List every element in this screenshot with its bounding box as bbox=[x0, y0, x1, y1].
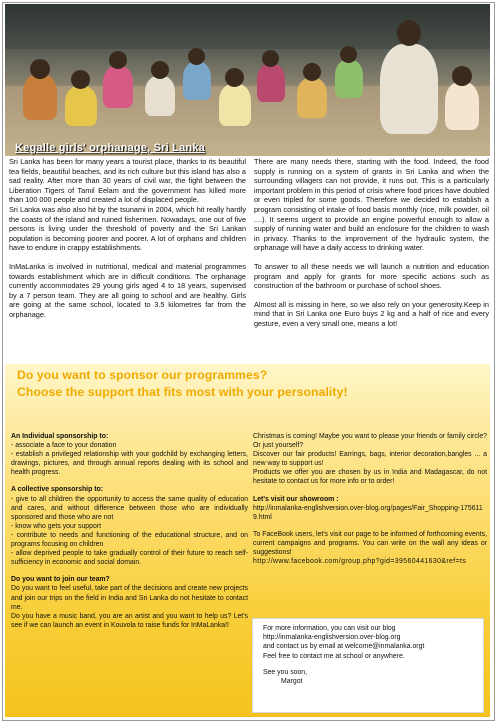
collective-sponsorship-item: - allow deprived people to take gradually control of their future to reach self-sufficiency in economic and social domain. bbox=[11, 550, 248, 567]
join-team-text: Do you have a music band, you are an artist and you want to help us? Let's see if we can launch an event in Kouvola to raise funds for InMaLanka!! bbox=[11, 612, 248, 629]
christmas-block bbox=[253, 432, 487, 487]
individual-sponsorship-item: - associate a face to your donation bbox=[11, 442, 117, 450]
photo-child bbox=[297, 78, 327, 118]
photo-adult-head bbox=[397, 20, 421, 46]
individual-sponsorship bbox=[11, 432, 248, 477]
join-team-text: Do you want to feel useful, take part of the decisions and create new projects and join our trips on the field in India and Sri Lanka do not hesitate to contact me. bbox=[11, 585, 248, 611]
christmas-text: Products we offer you are chosen by us in India and Madagascar, do not hesitate to contact us for more info or to order! bbox=[253, 469, 487, 486]
contact-line: For more information, you can visit our blog bbox=[263, 625, 396, 632]
photo-child bbox=[103, 66, 133, 108]
article-paragraph: There are many needs there, starting with the food. Indeed, the food supply is running on a system of grants in Sri Lanka and when the surrounding villagers can not provide, it runs out. This is a particularly important problem in this period of crisis where food prices have doubled or even tripled for some goods. Therefore we decided to establish a program consisting of intake of food basis monthly (rice, milk powder, oil ....). It seems urgent to provide an engine powerful enough to allow a supply of running water and build an enclosure for the children to wash in privacy. Thanks to the improvement of the hydraulic system, the orphanage will have a daily access to drinking water. bbox=[254, 157, 489, 253]
photo-caption: Kegalle girls' orphanage, Sri Lanka bbox=[15, 142, 205, 154]
facebook-text: To FaceBook users, let's visit our page to be informed of forthcoming events, current campaigns and programs. You can write on the wall any ideas or suggestions! bbox=[253, 530, 487, 557]
christmas-text: Discover our fair products! Earrings, bags, interior decoration,bangles ... a new way to support us! bbox=[253, 451, 487, 468]
showroom-link[interactable]: http://inmalanka-englishversion.over-blog.org/pages/Fair_Shopping-1756119.html bbox=[253, 504, 483, 521]
photo-child-head bbox=[151, 61, 169, 79]
photo-adult bbox=[380, 44, 438, 134]
facebook-link[interactable]: http://www.facebook.com/group.php?gid=39560441630&ref=ts bbox=[253, 558, 467, 566]
photo-child-head bbox=[262, 50, 279, 67]
closing-text: See you soon, bbox=[263, 668, 308, 676]
article-paragraph: Almost all is missing in here, so we also rely on your generosity.Keep in mind that in Sri Lanka one Euro buys 2 kg and a half of rice and every gesture, even a very small one, means a lot! bbox=[254, 299, 489, 328]
photo-child-head bbox=[303, 63, 321, 81]
collective-sponsorship-item: - know who gets your support bbox=[11, 522, 102, 530]
sponsor-left-column bbox=[11, 432, 248, 638]
photo-child-head bbox=[109, 51, 127, 69]
contact-box bbox=[252, 618, 484, 713]
signature: Margot bbox=[281, 678, 303, 686]
photo-child bbox=[145, 76, 175, 116]
article-paragraph: To answer to all these needs we will launch a nutrition and education program and apply for grants for more specific actions such as construction of the bathroom or purchase of school shoes. bbox=[254, 261, 489, 291]
photo-child bbox=[335, 60, 363, 98]
collective-sponsorship-item: - give to all children the opportunity to access the same quality of education and cares, and without difference between those who are individually sponsored and those who are not bbox=[11, 495, 248, 521]
photo-child bbox=[183, 62, 211, 100]
showroom-block bbox=[253, 495, 487, 522]
blog-link[interactable]: http://inmalanka-englishversion.over-blog.org bbox=[263, 634, 401, 642]
photo-child-head bbox=[30, 59, 50, 79]
photo-child-head bbox=[71, 70, 90, 89]
facebook-block bbox=[253, 530, 487, 566]
photo-child bbox=[219, 84, 251, 126]
showroom-title: Let's visit our showroom : bbox=[253, 495, 339, 503]
article-paragraph: Sri Lanka was also also hit by the tsunami in 2004, which hit really hardly the coasts of the island and ruined fishermen. Nowadays, one out of five persons is living under the threshold of poverty and the Sri Lankan population is becoming poorer and poorer. A lot of orphans and children have to endure in crappy establishments. bbox=[9, 204, 246, 253]
collective-sponsorship-title: A collective sponsorship to: bbox=[11, 486, 104, 494]
photo-child bbox=[23, 74, 57, 120]
photo-child-head bbox=[225, 68, 244, 87]
photo-child-head bbox=[340, 46, 357, 63]
photo-child bbox=[445, 82, 479, 130]
article-paragraph: InMaLanka is involved in nutritional, medical and material programmes towards establishment which are in difficult conditions. The orphanage currently accommodates 29 young girls aged 4 to 18 years, supervised by a 7 person team. They are all going to school and are healthy. Girls are going at the same school, located to 3.5 kilometres far from the orphanage. bbox=[9, 261, 246, 319]
photo-child-head bbox=[452, 66, 472, 86]
individual-sponsorship-title: An Individual sponsorship to: bbox=[11, 433, 109, 440]
article-right-column bbox=[254, 157, 489, 338]
article-left-column bbox=[9, 157, 246, 329]
join-team bbox=[11, 575, 248, 630]
sponsor-right-column bbox=[253, 432, 487, 574]
photo-child bbox=[257, 64, 285, 102]
orphanage-photo bbox=[5, 4, 490, 156]
christmas-text: Christmas is coming! Maybe you want to please your friends or family circle? Or just yourself? bbox=[253, 433, 487, 450]
photo-child bbox=[65, 86, 97, 126]
sponsor-subheading: Choose the support that fits most with your personality! bbox=[17, 385, 348, 399]
individual-sponsorship-item: - establish a privileged relationship with your godchild by exchanging letters, drawings, pictures, and through annual reports dealing with its school and health progress. bbox=[11, 451, 248, 477]
join-team-title: Do you want to join our team? bbox=[11, 576, 110, 584]
contact-line: Feel free to contact me at school or anywhere. bbox=[263, 652, 405, 660]
sponsor-heading: Do you want to sponsor our programmes? bbox=[17, 368, 268, 382]
photo-child-head bbox=[188, 48, 205, 65]
collective-sponsorship bbox=[11, 485, 248, 567]
email-line[interactable]: and contact us by email at welcome@inmalanka.orgt bbox=[263, 643, 425, 651]
article-paragraph: Sri Lanka has been for many years a tourist place, thanks to its beautiful tea fields, beautiful beaches, and its rich culture but this island has also a sad reality. After more than 30 years of civil war, the fight between the Liberation Tigers of Tamil Eelam and the government has killed more than 100 000 people and created a lot of displaced people. bbox=[9, 157, 246, 205]
collective-sponsorship-item: - contribute to needs and functioning of the educational structure, and on programs focusing on children bbox=[11, 531, 248, 549]
